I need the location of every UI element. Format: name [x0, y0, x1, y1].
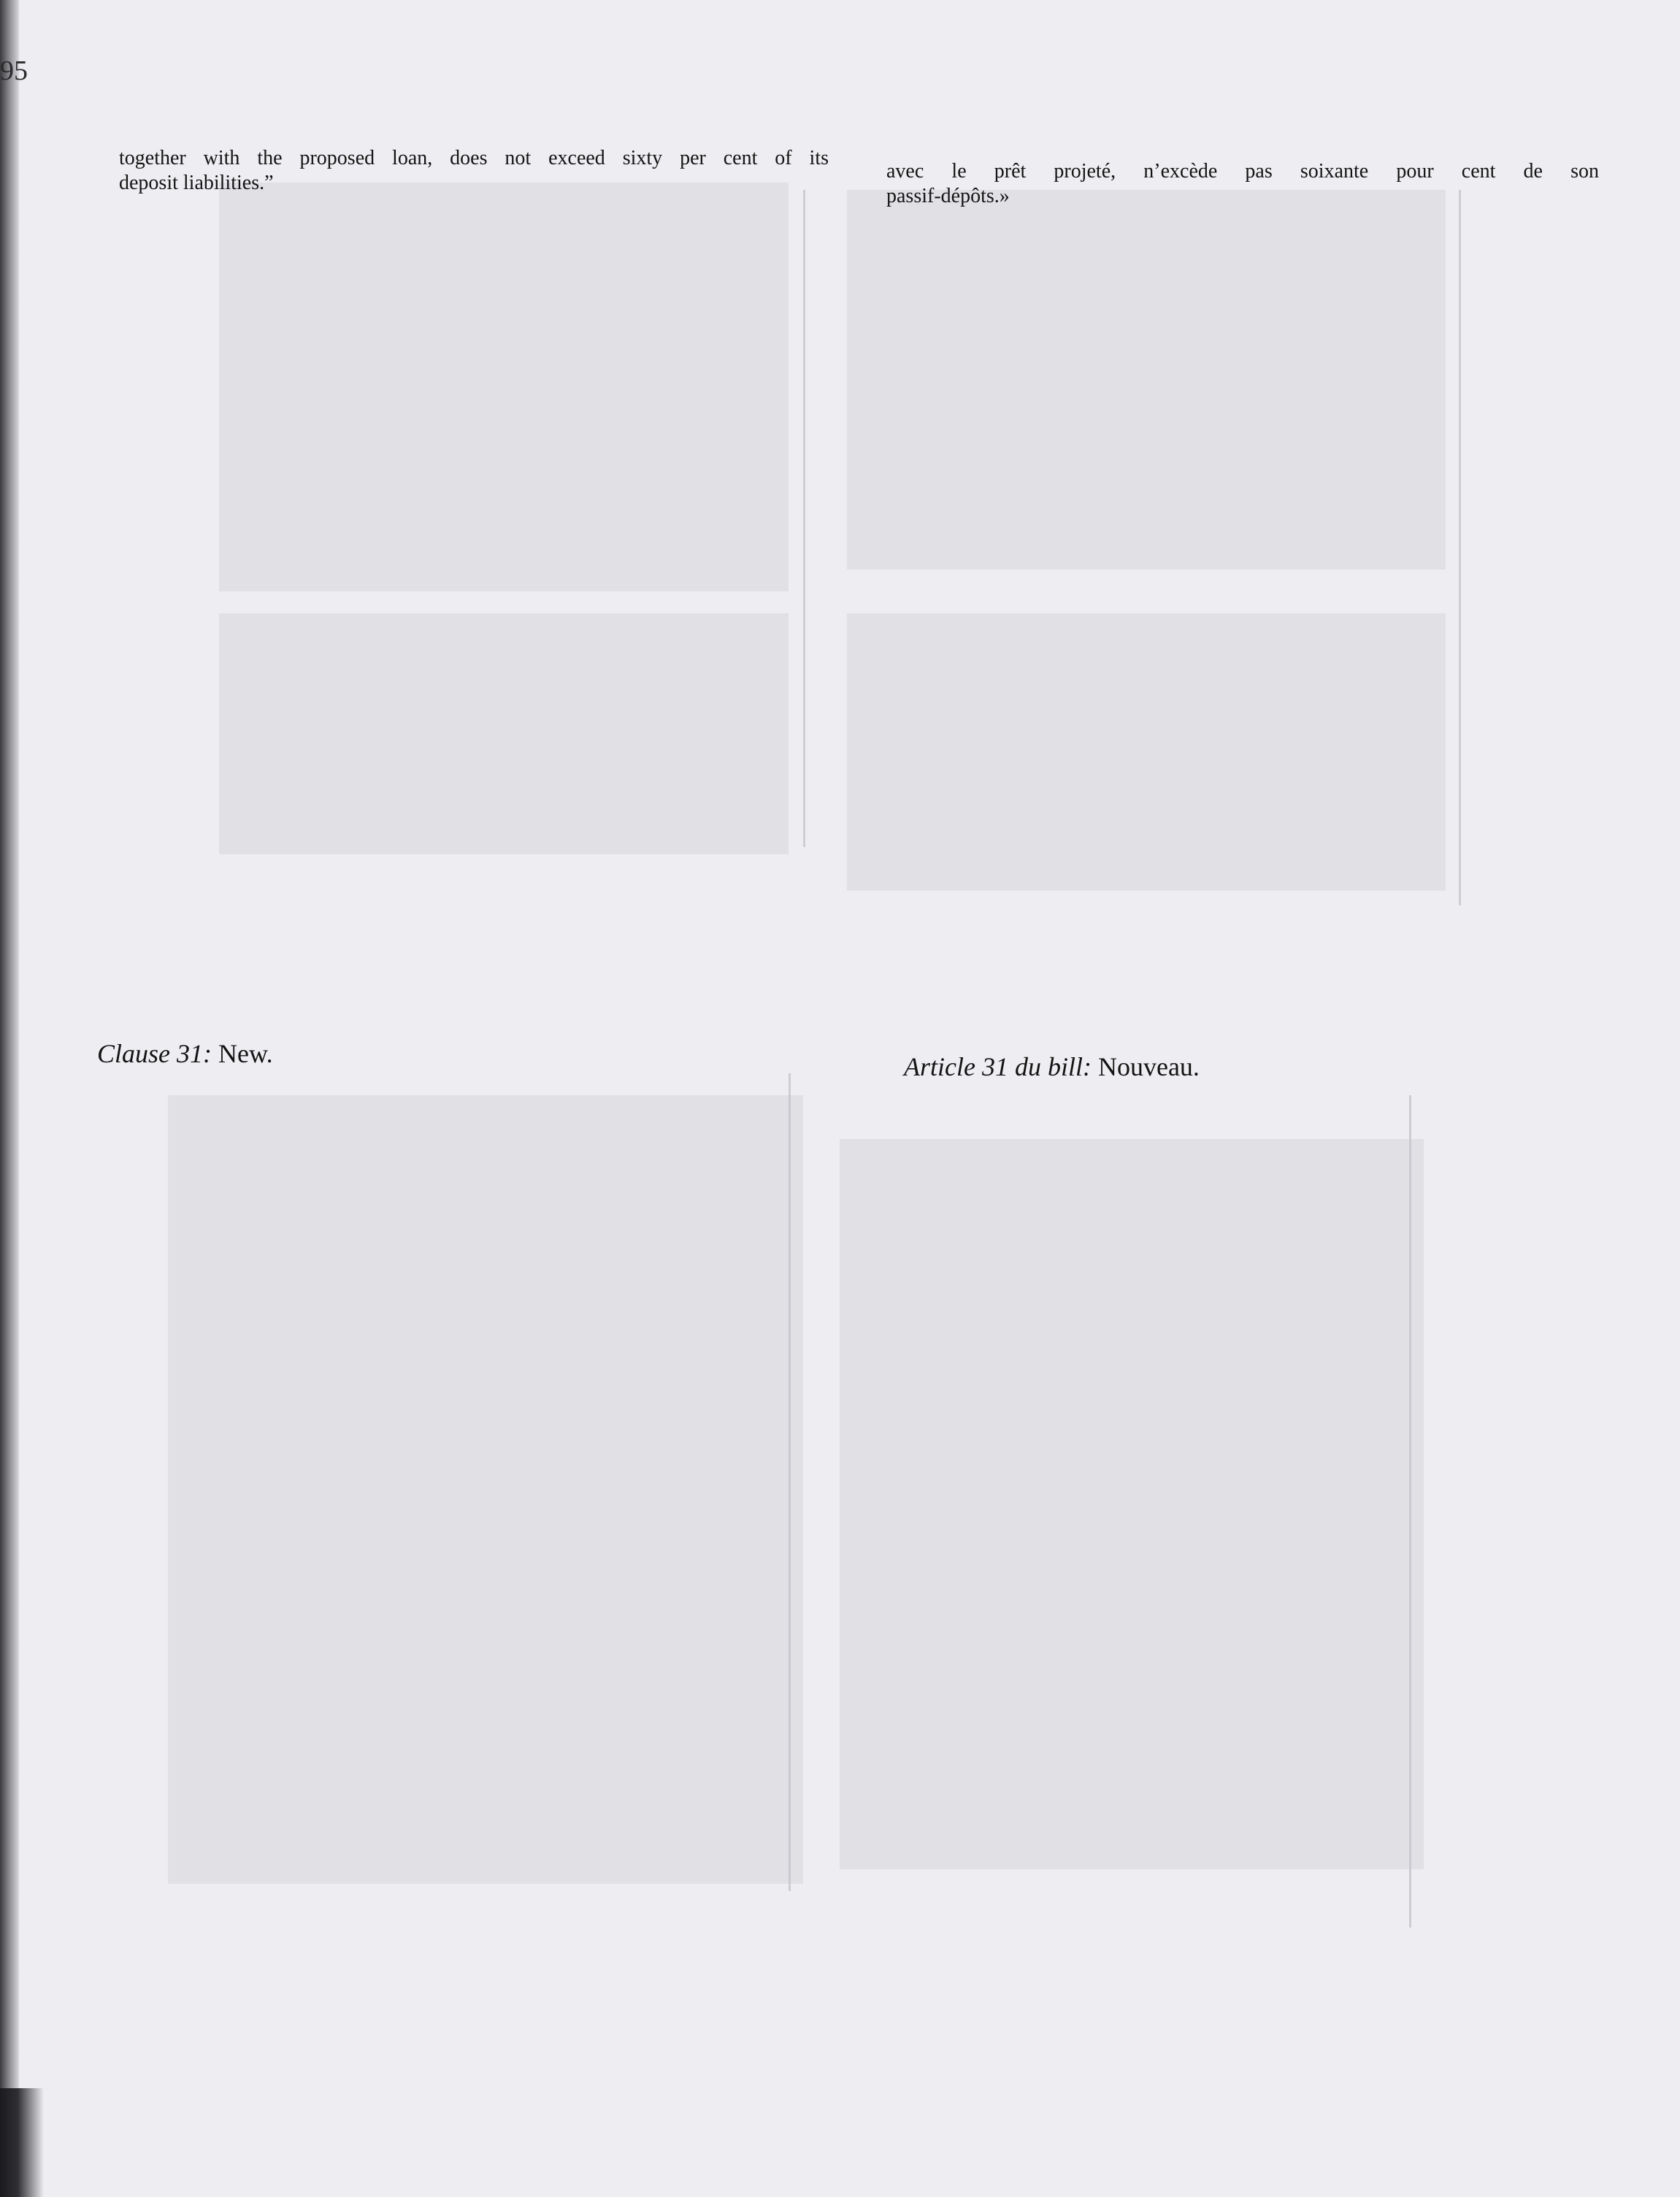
bleed-through-block	[168, 1095, 803, 1884]
english-clause-label: Clause 31:	[97, 1039, 212, 1068]
binding-shadow	[0, 0, 19, 2197]
bleed-through-block	[847, 190, 1446, 570]
english-lead-paragraph	[119, 146, 829, 196]
bleed-through-block	[847, 613, 1446, 891]
french-clause-label: Article 31 du bill:	[904, 1052, 1092, 1081]
bleed-through-rule	[789, 1073, 791, 1891]
french-clause-text: Nouveau.	[1091, 1052, 1200, 1081]
french-lead-paragraph	[886, 159, 1599, 209]
bleed-through-rule	[1409, 1095, 1411, 1928]
english-clause-heading	[97, 1038, 273, 1069]
english-lead-line: together with the proposed loan, does not exceed sixty per cent of its	[119, 147, 829, 169]
french-lead-line: passif-dépôts.»	[886, 185, 1010, 207]
english-lead-line: deposit liabilities.”	[119, 172, 274, 194]
page-edge-number: 95	[0, 55, 28, 86]
bleed-through-rule	[803, 190, 805, 847]
french-clause-heading	[904, 1051, 1200, 1082]
bleed-through-block	[840, 1139, 1424, 1869]
bleed-through-rule	[1459, 190, 1461, 905]
bleed-through-block	[219, 183, 789, 591]
corner-shadow	[0, 2088, 44, 2197]
bleed-through-block	[219, 613, 789, 854]
french-lead-line: avec le prêt projeté, n’excède pas soixante pour cent de son	[886, 160, 1599, 183]
english-clause-text: New.	[212, 1039, 273, 1068]
